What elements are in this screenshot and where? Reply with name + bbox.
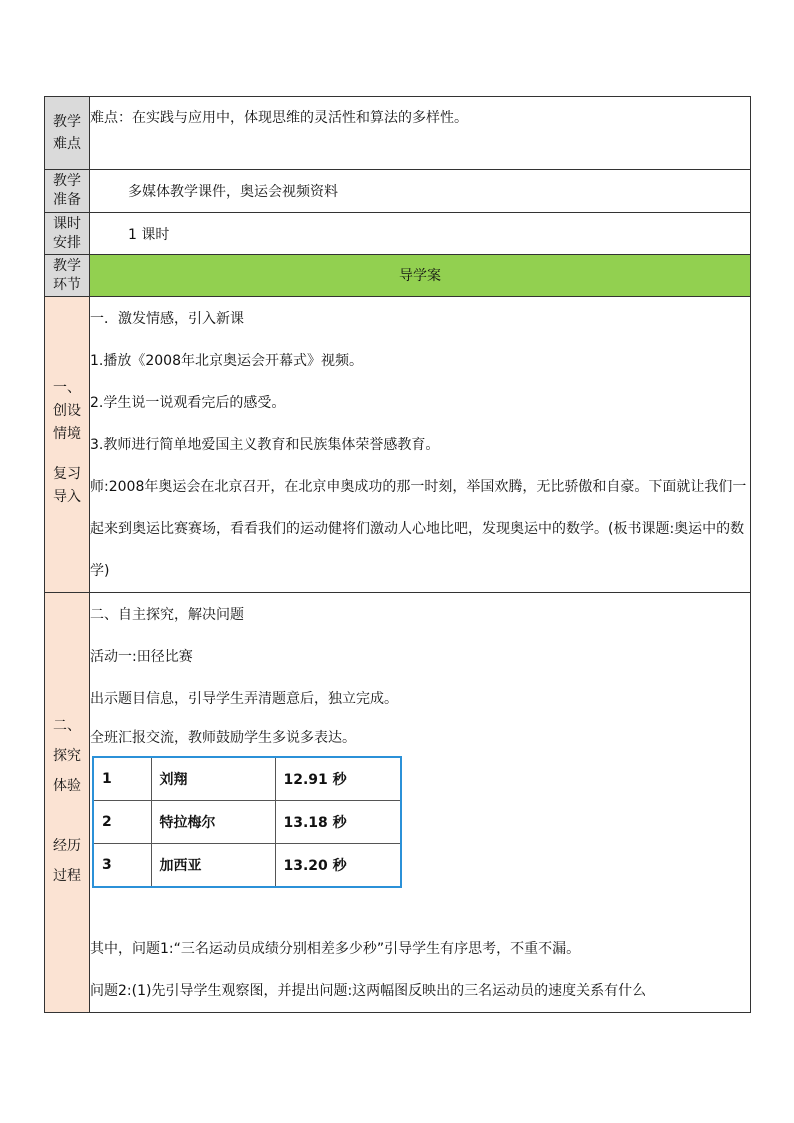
- section-2-line: 二、自主探究，解决问题: [90, 607, 244, 623]
- section-2-after-line: 问题2:(1)先引导学生观察图，并提出问题:这两幅图反映出的三名运动员的速度关系有什么: [90, 983, 647, 999]
- schedule-cell: [90, 213, 751, 255]
- table-row: [93, 757, 401, 801]
- athlete-cell: 特拉梅尔: [151, 801, 275, 844]
- preparation-text: 多媒体教学课件，奥运会视频资料: [128, 184, 338, 200]
- difficulty-cell: [90, 97, 751, 170]
- section-2-line: 全班汇报交流，教师鼓励学生多说多表达。: [90, 730, 356, 746]
- header-text: 复习: [53, 466, 81, 482]
- rank-cell: 3: [93, 844, 151, 888]
- header-text: 创设: [53, 403, 81, 419]
- header-text: 二、: [53, 718, 81, 734]
- header-text: 教学: [53, 114, 81, 130]
- table-row: [93, 801, 401, 844]
- section-1-paragraph: 师:2008年奥运会在北京召开，在北京申奥成功的那一时刻，举国欢腾，无比骄傲和自豪。下面就让我们一起来到奥运比赛赛场，看看我们的运动健将们激动人心地比吧，发现奥运中的数学。(板书课题:奥运中的数学): [90, 479, 747, 579]
- section-2-after-line: 其中，问题1:“三名运动员成绩分别相差多少秒”引导学生有序思考，不重不漏。: [90, 941, 581, 957]
- row-difficulty: [45, 97, 751, 170]
- header-preparation: [45, 170, 90, 213]
- schedule-text: 1 课时: [128, 226, 170, 243]
- stage-title: 导学案: [399, 267, 441, 284]
- row-stage: [45, 255, 751, 297]
- header-text: 情境: [53, 426, 81, 442]
- header-text: 探究: [53, 748, 81, 764]
- header-text: 体验: [53, 778, 81, 794]
- difficulty-text: 难点：在实践与应用中，体现思维的灵活性和算法的多样性。: [90, 110, 468, 126]
- time-cell: 12.91 秒: [275, 757, 401, 801]
- header-text: 安排: [53, 235, 81, 251]
- header-schedule: [45, 213, 90, 255]
- athlete-cell: 加西亚: [151, 844, 275, 888]
- row-section-2: [45, 593, 751, 1013]
- section-1-content: [90, 297, 751, 593]
- time-cell: 13.20 秒: [275, 844, 401, 888]
- rank-cell: 1: [93, 757, 151, 801]
- preparation-cell: [90, 170, 751, 213]
- header-section-1: [45, 297, 90, 593]
- section-1-line: 3.教师进行简单地爱国主义教育和民族集体荣誉感教育。: [90, 437, 440, 453]
- header-text: 环节: [53, 277, 81, 293]
- row-section-1: [45, 297, 751, 593]
- section-2-line: 出示题目信息，引导学生弄清题意后，独立完成。: [90, 691, 398, 707]
- header-text: 过程: [53, 868, 81, 884]
- header-text: 难点: [53, 136, 81, 152]
- header-text: 准备: [53, 192, 81, 208]
- athlete-cell: 刘翔: [151, 757, 275, 801]
- row-schedule: [45, 213, 751, 255]
- lesson-plan-table: [44, 96, 751, 1013]
- section-1-line: 一．激发情感，引入新课: [90, 311, 244, 327]
- header-text: 导入: [53, 489, 81, 505]
- section-2-line: 活动一:田径比赛: [90, 649, 193, 665]
- header-text: 一、: [53, 380, 81, 396]
- row-preparation: [45, 170, 751, 213]
- header-difficulty: [45, 97, 90, 170]
- header-text: 课时: [53, 216, 81, 232]
- stage-title-cell: [90, 255, 751, 297]
- section-2-content: [90, 593, 751, 1013]
- section-1-line: 2.学生说一说观看完后的感受。: [90, 395, 286, 411]
- rank-cell: 2: [93, 801, 151, 844]
- section-1-line: 1.播放《2008年北京奥运会开幕式》视频。: [90, 353, 363, 369]
- header-text: 经历: [53, 838, 81, 854]
- table-row: [93, 844, 401, 888]
- header-text: 教学: [53, 173, 81, 189]
- header-stage: [45, 255, 90, 297]
- time-cell: 13.18 秒: [275, 801, 401, 844]
- header-section-2: [45, 593, 90, 1013]
- results-table: [92, 756, 402, 888]
- header-text: 教学: [53, 258, 81, 274]
